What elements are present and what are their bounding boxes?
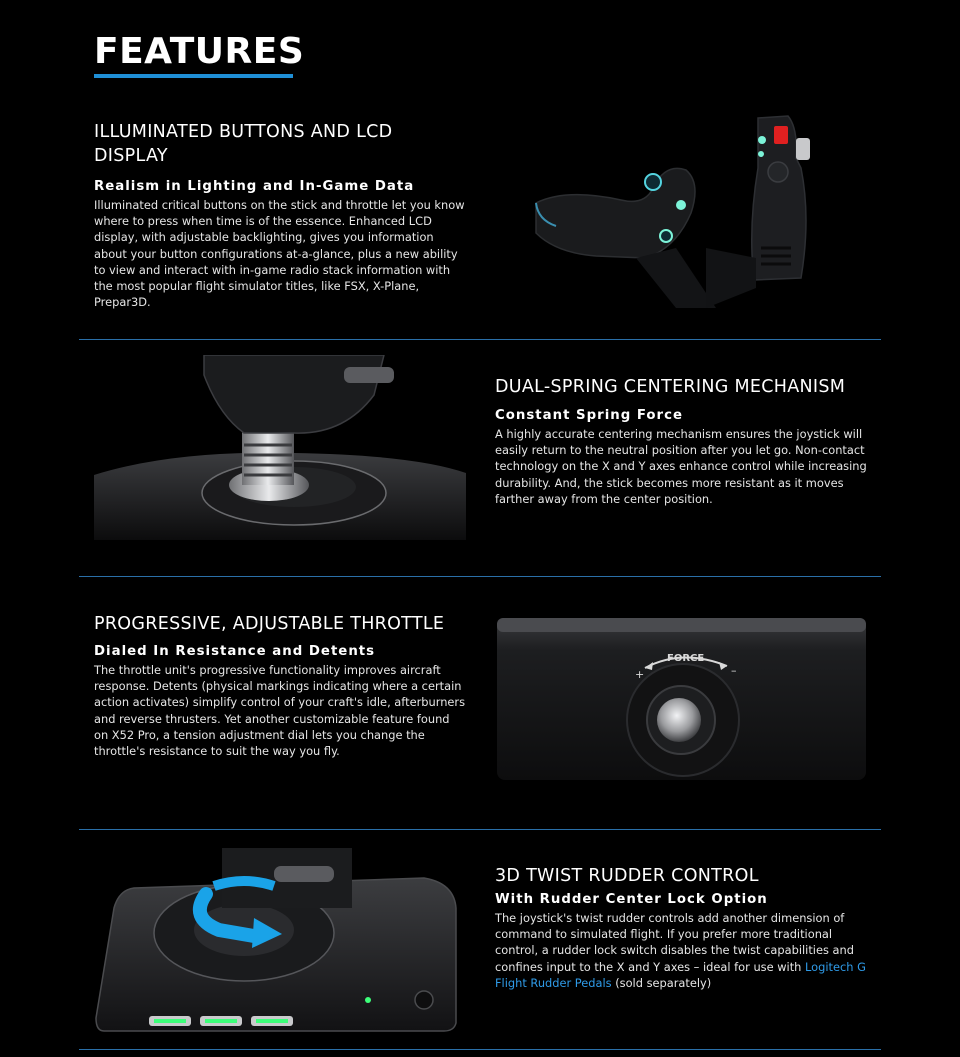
feature-body: The throttle unit's progressive functionality improves aircraft response. Detents (physical markings indicating where a certain action activates) simplify control of your craft's idle, afterburners and reverse thrusters. Yet another customizable feature found on X52 Pro, a tension adjustment dial lets you change the throttle's resistance to suit the way you fly. — [94, 663, 466, 759]
force-minus-label: – — [731, 664, 737, 677]
feature-body-text: The joystick's twist rudder controls add another dimension of command to simulated flight. If you prefer more traditional control, a rudder lock switch disables the twist capabilities and confines input to the X and Y axes – ideal for use with — [495, 911, 854, 974]
force-plus-label: + — [635, 668, 645, 681]
feature-progressive-throttle — [94, 612, 866, 812]
feature-body — [495, 910, 867, 991]
page-title: FEATURES — [94, 31, 305, 72]
section-divider — [79, 1049, 881, 1050]
feature-illuminated-buttons — [94, 120, 866, 330]
feature-heading: DUAL-SPRING CENTERING MECHANISM — [495, 377, 846, 397]
feature-dual-spring-centering — [94, 355, 866, 555]
title-underline — [94, 74, 293, 78]
force-label: FORCE — [667, 653, 705, 664]
section-divider — [79, 339, 881, 340]
feature-heading: ILLUMINATED BUTTONS AND LCD DISPLAY — [94, 122, 393, 166]
feature-subheading: Realism in Lighting and In-Game Data — [94, 179, 415, 194]
feature-heading: PROGRESSIVE, ADJUSTABLE THROTTLE — [94, 614, 445, 634]
feature-heading: 3D TWIST RUDDER CONTROL — [495, 866, 759, 886]
spring-mechanism-image — [94, 355, 466, 540]
feature-subheading: Dialed In Resistance and Detents — [94, 644, 376, 659]
page-heading — [94, 30, 304, 78]
stick-and-throttle-image — [526, 108, 866, 308]
section-divider — [79, 576, 881, 577]
rudder-pedals-link[interactable]: Logitech G Flight Rudder Pedals — [495, 959, 866, 990]
twist-rudder-image — [94, 848, 459, 1033]
feature-subheading: With Rudder Center Lock Option — [495, 892, 768, 907]
feature-subheading: Constant Spring Force — [495, 408, 684, 423]
feature-twist-rudder — [94, 848, 866, 1038]
feature-body: A highly accurate centering mechanism ensures the joystick will easily return to the neutral position after you let go. Non-contact technology on the X and Y axes enhance control while increasing durability. And, the stick becomes more resistant as it moves farther away from the center position. — [495, 427, 867, 506]
tension-dial-image — [497, 618, 866, 780]
feature-body-text-after: (sold separately) — [611, 975, 712, 990]
section-divider — [79, 829, 881, 830]
feature-body: Illuminated critical buttons on the stick and throttle let you know where to press when time is of the essence. Enhanced LCD display, with adjustable backlighting, gives you information about your button configurations at-a-glance, plus a new ability to view and interact with in-game radio stack information with the most popular flight simulator titles, like FSX, X-Plane, Prepar3D. — [94, 198, 465, 310]
